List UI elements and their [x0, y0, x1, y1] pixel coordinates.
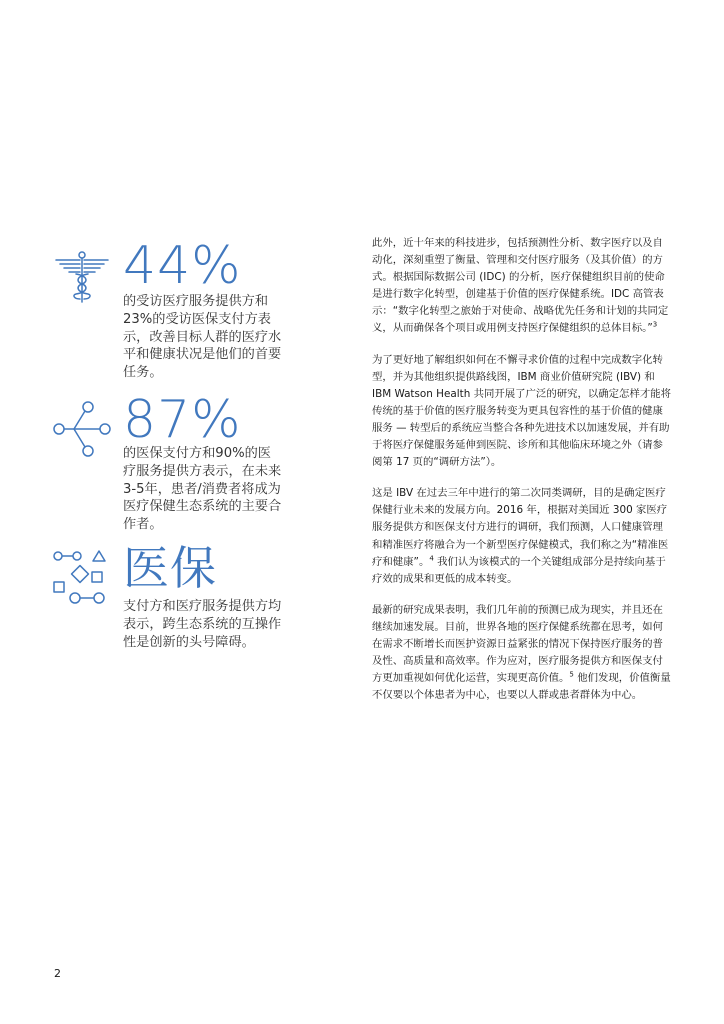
shapes-ecosystem-icon [52, 548, 112, 608]
stat-description: 的受访医疗服务提供方和23%的受访医保支付方表示，改善目标人群的医疗水平和健康状况是他们的首要任务。 [123, 294, 282, 381]
paragraph: 此外，近十年来的科技进步，包括预测性分析、数字医疗以及自动化，深刻重塑了衡量、管理和交付医疗服务（及其价值）的方式。根据国际数据公司 (IDC) 的分析，医疗保健组织目前的使命是进行数字化转型，创建基于价值的医疗保健系统。IDC 高管表示：“数字化转型之旅始于对使命、战略优先任务和计划的共同定义，从而确保各个项目或用例支持医疗保健组织的总体目标。”$^3$ [372, 237, 669, 335]
stat-value: 87% [123, 390, 242, 450]
footnote-ref: 3 [652, 321, 658, 329]
page-number: 2 [54, 967, 61, 980]
stat-description: 支付方和医疗服务提供方均表示，跨生态系统的互操作性是创新的头号障碍。 [123, 599, 282, 650]
footnote-ref: 4 [429, 554, 434, 563]
stat-description: 的医保支付方和90%的医疗服务提供方表示，在未来3-5年，患者/消费者将成为医疗保健生态系统的主要合作者。 [123, 446, 282, 533]
paragraph: 这是 IBV 在过去三年中进行的第二次同类调研，目的是确定医疗保健行业未来的发展方向。2016 年，根据对美国近 300 家医疗服务提供方和医保支付方进行的调研，我们预测，人口健康管理和精准医疗将融合为一个新型医疗保健模式，我们称之为“精准医疗和健康”。$^4$ 我们认为该模式的一个关键组成部分是持续向基于疗效的成果和更低的成本转变。 [372, 487, 669, 585]
paragraph: 为了更好地了解组织如何在不懈寻求价值的过程中完成数字化转型，并为其他组织提供路线图，IBM 商业价值研究院 (IBV) 和 IBM Watson Health 共同开展了广泛的研究，以确定怎样才能将传统的基于价值的医疗服务转变为更具包容性的基于价值的健康服务 — 转型后的系统应当整合各种先进技术以加速发展，并有助于将医疗保健服务延伸到医院、诊所和其他临床环境之外（请参阅第 17 页的“调研方法”）。 [372, 353, 672, 469]
stat-value: 44% [123, 236, 242, 296]
footnote-ref: 5 [569, 670, 574, 679]
stat-value: 医保 [123, 541, 217, 595]
caduceus-icon [52, 246, 112, 306]
paragraph: 最新的研究成果表明，我们几年前的预测已成为现实，并且还在继续加速发展。目前，世界各地的医疗保健系统都在思考，如何在需求不断增长而医护资源日益紧张的情况下保持医疗服务的普及性、高质量和高效率。作为应对，医疗服务提供方和医保支付方更加重视如何优化运营，实现更高价值。$^5$ 他们发现，价值衡量不仅要以个体患者为中心，也要以人群或患者群体为中心。 [372, 603, 671, 702]
body-text-column [372, 235, 672, 718]
network-nodes-icon [52, 400, 112, 460]
